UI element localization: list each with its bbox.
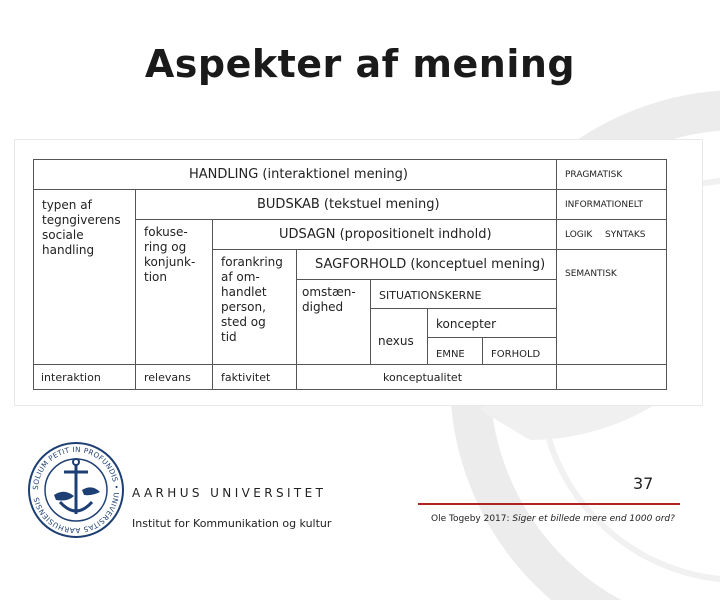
sagforhold-cell <box>296 249 557 280</box>
institute-name: Institut for Kommunikation og kultur <box>132 517 332 530</box>
syntaks-label: SYNTAKS <box>605 230 646 240</box>
udsagn-cell <box>212 219 557 250</box>
logik-label: LOGIK <box>565 230 593 240</box>
page-number: 37 <box>633 474 654 493</box>
udsagn-label: UDSAGN (propositionelt indhold) <box>279 227 492 242</box>
informationelt-label: INFORMATIONELT <box>565 200 644 210</box>
koncepter-label: koncepter <box>436 317 497 331</box>
informationelt-cell <box>556 189 667 220</box>
col1-text: typen af tegngiverens sociale handling <box>42 198 121 257</box>
situationskerne-cell <box>370 279 557 309</box>
faktivitet-label: faktivitet <box>221 371 271 384</box>
nexus-label: nexus <box>378 334 414 348</box>
forhold-cell <box>482 337 557 365</box>
col3-cell <box>212 249 297 365</box>
empty-bottom-right-cell <box>556 364 667 390</box>
col1-cell <box>33 189 136 365</box>
footer-divider-line <box>418 503 680 505</box>
col2-cell <box>135 219 213 365</box>
meaning-aspects-diagram <box>33 159 667 390</box>
citation <box>431 514 675 524</box>
pragmatisk-cell <box>556 159 667 190</box>
semantisk-cell <box>556 249 667 366</box>
emne-cell <box>427 337 483 365</box>
col4-cell <box>296 279 371 365</box>
university-seal-logo <box>26 440 126 540</box>
citation-title: Siger et billede mere end 1000 ord? <box>512 514 675 524</box>
interaktion-cell <box>33 364 136 390</box>
semantisk-label: SEMANTISK <box>565 269 617 279</box>
relevans-cell <box>135 364 213 390</box>
budskab-cell <box>135 189 557 220</box>
seal-ring-text: SOLIUM PETIT IN PROFUNDIS • UNIVERSITAS AARHUSIENSIS <box>30 444 122 536</box>
col4-text: omstæn- dighed <box>302 285 356 314</box>
university-name: AARHUS UNIVERSITET <box>132 486 327 500</box>
logik-syntaks-cell <box>556 219 667 250</box>
col2-text: fokuse- ring og konjunk- tion <box>144 225 196 284</box>
sagforhold-label: SAGFORHOLD (konceptuel mening) <box>315 257 546 272</box>
col3-text: forankring af om- handlet person, sted og tid <box>221 255 283 344</box>
konceptualitet-label: konceptualitet <box>383 371 463 384</box>
pragmatisk-label: PRAGMATISK <box>565 170 623 180</box>
handling-cell <box>33 159 557 190</box>
citation-author: Ole Togeby 2017: <box>431 514 513 524</box>
konceptualitet-cell <box>296 364 557 390</box>
interaktion-label: interaktion <box>41 371 101 384</box>
nexus-cell <box>370 308 428 365</box>
situationskerne-label: SITUATIONSKERNE <box>379 289 482 302</box>
emne-label: EMNE <box>436 349 465 360</box>
budskab-label: BUDSKAB (tekstuel mening) <box>257 197 440 212</box>
handling-label: HANDLING (interaktionel mening) <box>189 167 408 182</box>
faktivitet-cell <box>212 364 297 390</box>
relevans-label: relevans <box>144 371 191 384</box>
slide-title: Aspekter af mening <box>144 42 576 86</box>
koncepter-cell <box>427 308 557 338</box>
forhold-label: FORHOLD <box>491 349 541 360</box>
